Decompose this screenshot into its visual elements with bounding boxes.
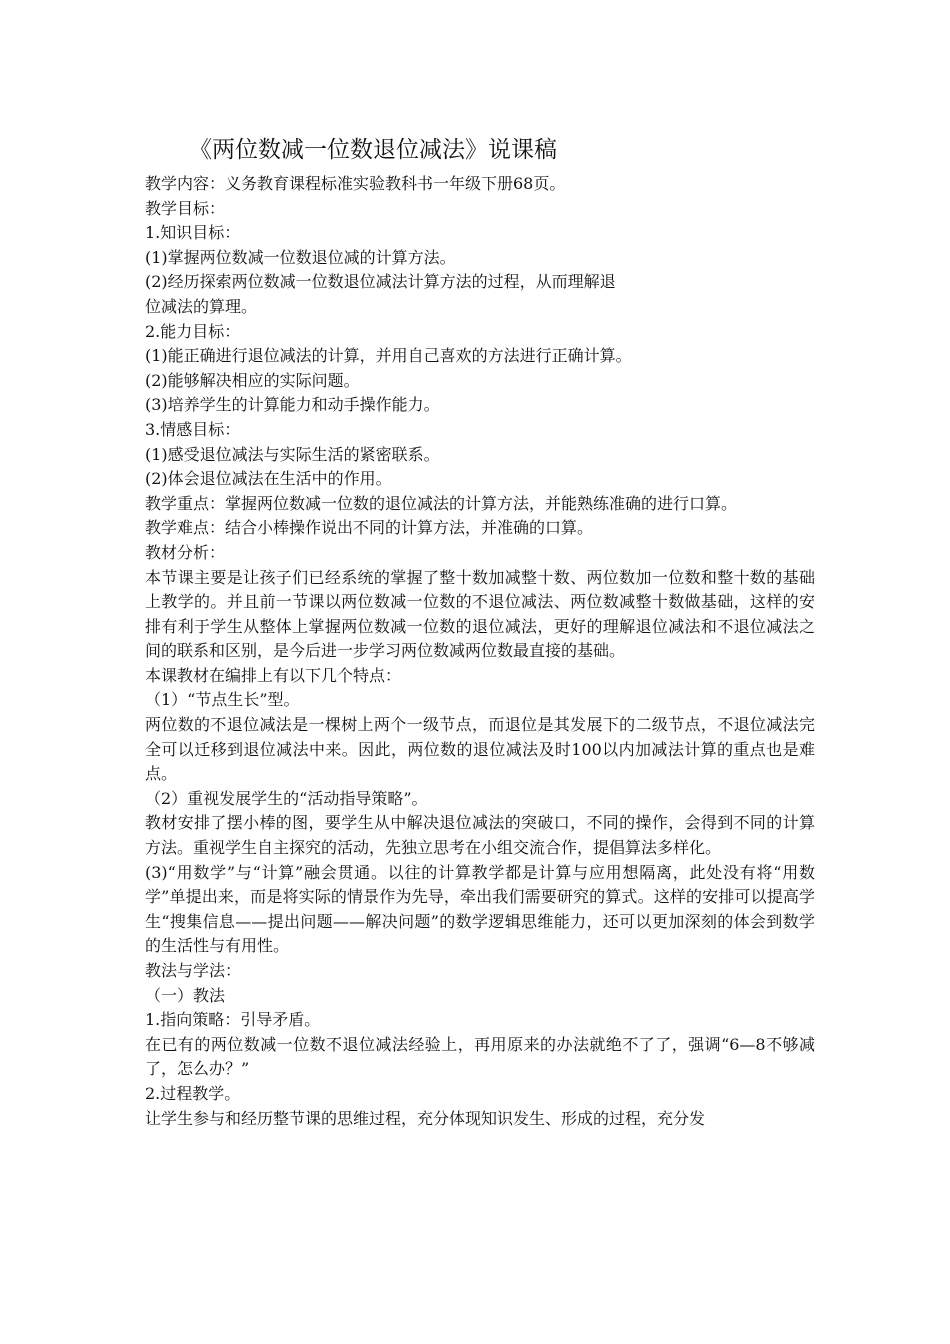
knowledge-goals-heading: 1.知识目标：: [145, 223, 241, 243]
method-1-heading: 1.指向策略：引导矛盾。: [145, 1010, 321, 1030]
difficulty-line: 教学难点：结合小棒操作说出不同的计算方法，并准确的口算。: [145, 518, 594, 538]
feature-2-paragraph: 教材安排了摆小棒的图，要学生从中解决退位减法的突破口，不同的操作，会得到不同的计算方法。重视学生自主探究的活动，先独立思考在小组交流合作，提倡算法多样化。: [145, 813, 815, 858]
features-intro: 本课教材在编排上有以下几个特点：: [145, 665, 402, 685]
ability-goal-2: (2)能够解决相应的实际问题。: [145, 370, 360, 390]
methods-heading: 教法与学法：: [145, 961, 242, 980]
feature-1-heading: （1）“节点生长”型。: [145, 690, 300, 710]
knowledge-goal-2-part-2: 位减法的算理。: [145, 296, 258, 316]
ability-goals-heading: 2.能力目标：: [145, 321, 241, 341]
emotion-goal-1: (1)感受退位减法与实际生活的紧密联系。: [145, 444, 440, 464]
key-point-paragraph: 教学重点：掌握两位数减一位数的退位减法的计算方法，并能熟练准确的进行口算。: [145, 493, 738, 513]
teaching-method-heading: （一）教法: [145, 985, 226, 1005]
method-2-paragraph: 让学生参与和经历整节课的思维过程，充分体现知识发生、形成的过程，充分发: [145, 1108, 706, 1128]
emotion-goals-heading: 3.情感目标：: [145, 419, 241, 439]
knowledge-goal-1: (1)掌握两位数减一位数退位减的计算方法。: [145, 247, 456, 267]
document-title: 《两位数减一位数退位减法》说课稿: [189, 137, 557, 163]
feature-1-paragraph: 两位数的不退位减法是一棵树上两个一级节点，而退位是其发展下的二级节点，不退位减法完全可以迁移到退位减法中来。因此，两位数的退位减法及时100以内加减法计算的重点也是难点。: [145, 715, 815, 784]
analysis-paragraph: 本节课主要是让孩子们已经系统的掌握了整十数加减整十数、两位数加一位数和整十数的基础上教学的。并且前一节课以两位数减一位数的不退位减法、两位数减整十数做基础，这样的安排有利于学生从整体上掌握两位数减一位数的退位减法，更好的理解退位减法和不退位减法之间的联系和区别，是今后进一步学习两位数减两位数最直接的基础。: [145, 567, 815, 661]
teaching-content-line: 教学内容：义务教育课程标准实验教科书一年级下册68页。: [145, 174, 566, 193]
feature-3-paragraph: (3)“用数学”与“计算”融会贯通。以往的计算教学都是计算与应用想隔离，此处没有将“用数学”单提出来，而是将实际的情景作为先导，牵出我们需要研究的算式。这样的安排可以提高学生“搜集信息——提出问题——解决问题”的数学逻辑思维能力，还可以更加深刻的体会到数学的生活性与有用性。: [145, 862, 815, 956]
ability-goal-3: (3)培养学生的计算能力和动手操作能力。: [145, 395, 440, 415]
method-2-heading: 2.过程教学。: [145, 1083, 241, 1103]
feature-2-heading: （2）重视发展学生的“活动指导策略”。: [145, 788, 428, 808]
emotion-goal-2: (2)体会退位减法在生活中的作用。: [145, 469, 392, 489]
analysis-heading: 教材分析：: [145, 542, 226, 562]
method-1-paragraph: 在已有的两位数减一位数不退位减法经验上，再用原来的办法就绝不了了，强调“6—8不够减了，怎么办？”: [145, 1034, 815, 1079]
document-page: [145, 130, 815, 1131]
teaching-goals-heading: 教学目标：: [145, 198, 226, 218]
knowledge-goal-2-part-1: (2)经历探索两位数减一位数退位减法计算方法的过程，从而理解退: [145, 272, 616, 292]
ability-goal-1: (1)能正确进行退位减法的计算，并用自己喜欢的方法进行正确计算。: [145, 346, 632, 366]
